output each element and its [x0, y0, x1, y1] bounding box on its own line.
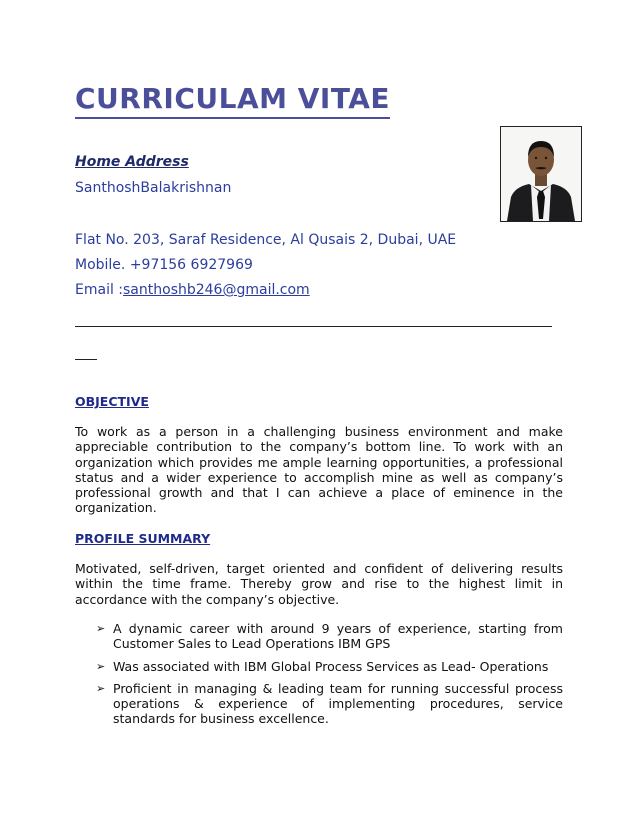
short-rule	[75, 359, 97, 360]
profile-photo	[500, 126, 582, 222]
home-address-heading: Home Address	[75, 154, 189, 170]
bullet-text: Was associated with IBM Global Process Services as Lead- Operations	[113, 658, 549, 674]
arrowhead-bullet-icon: ➢	[96, 659, 106, 673]
objective-text: To work as a person in a challenging business environment and make appreciable contribution to the company’s bottom line. To work with an organization which provides me ample learning opportunities, a professional status and a wider experience to accomplish mine as well as company’s professional growth and that I can achieve a place of eminence in the organization.	[75, 424, 563, 516]
horizontal-rule	[75, 326, 552, 327]
profile-summary-text: Motivated, self-driven, target oriented and confident of delivering results within the time frame. Thereby grow and rise to the highest limit in accordance with the company’s objective.	[75, 561, 563, 607]
mobile-number: Mobile. +97156 6927969	[75, 257, 253, 273]
email-label: Email :	[75, 282, 124, 298]
arrowhead-bullet-icon: ➢	[96, 622, 106, 635]
candidate-name: SanthoshBalakrishnan	[75, 180, 232, 196]
list-item	[96, 659, 563, 674]
objective-heading: OBJECTIVE	[75, 394, 149, 409]
profile-bullet-list	[96, 621, 563, 734]
address-line: Flat No. 203, Saraf Residence, Al Qusais 2, Dubai, UAE	[75, 232, 457, 248]
page-title: CURRICULAM VITAE	[75, 82, 390, 119]
profile-photo-image	[501, 127, 581, 221]
profile-summary-heading: PROFILE SUMMARY	[75, 531, 211, 546]
email-link[interactable]: santhoshb246@gmail.com	[123, 282, 310, 298]
arrowhead-bullet-icon: ➢	[96, 681, 106, 695]
bullet-text: Proficient in managing & leading team for running successful process operations & experience of implementing procedures, service standards for business excellence.	[113, 680, 563, 727]
email-line	[75, 282, 310, 298]
list-item	[96, 681, 563, 727]
bullet-text: A dynamic career with around 9 years of experience, starting from Customer Sales to Lead Operations IBM GPS	[113, 621, 563, 652]
list-item	[96, 621, 563, 652]
